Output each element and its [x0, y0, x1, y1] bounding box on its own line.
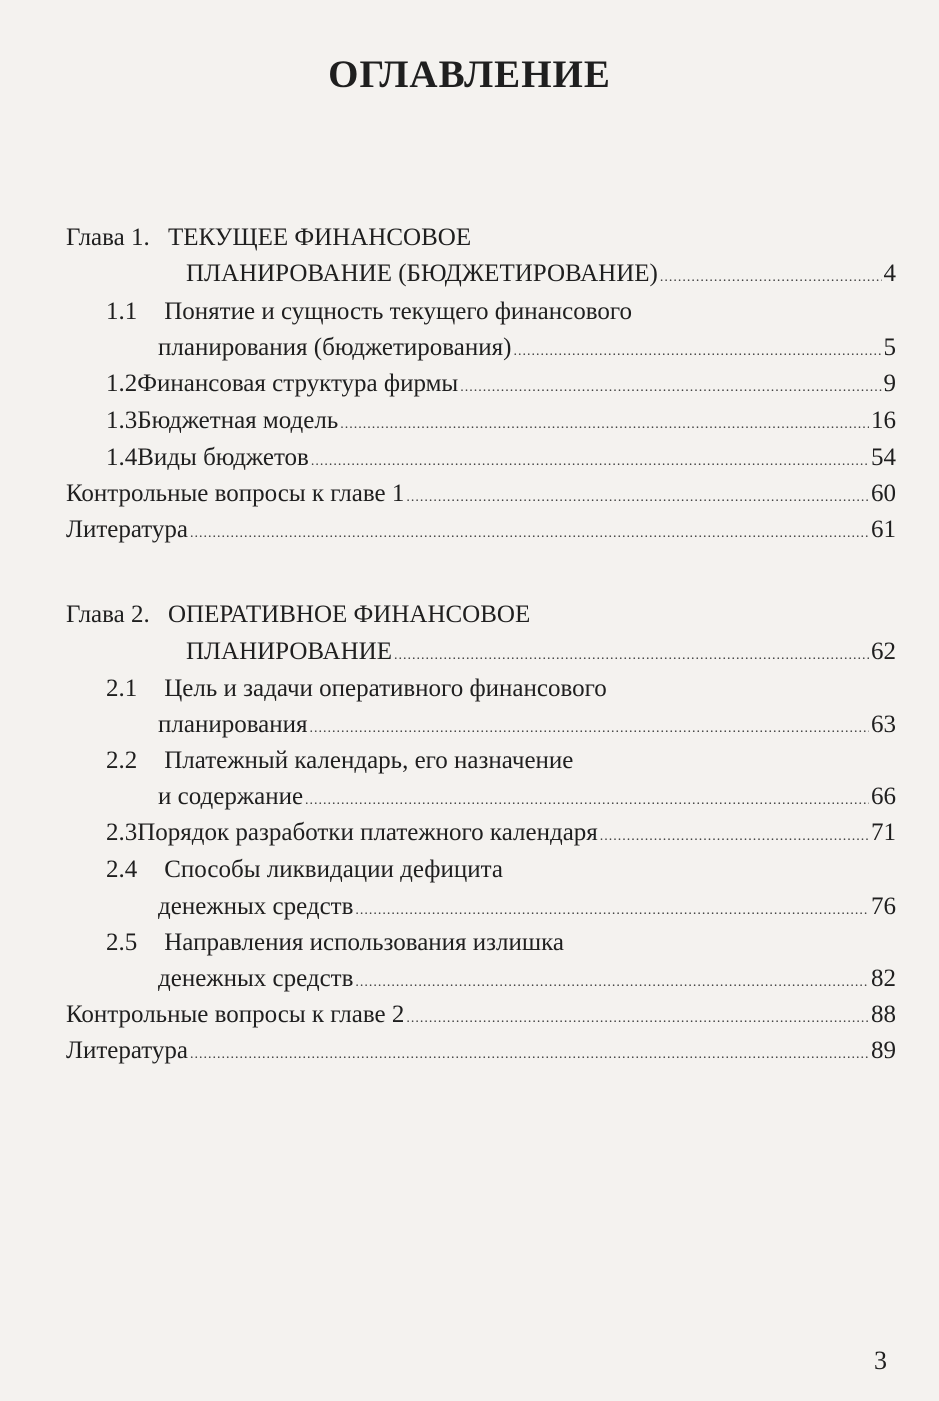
literature-page: 61 [871, 516, 896, 543]
section-number: 2.2 [106, 747, 138, 774]
chapter-2-label: Глава 2. [66, 601, 150, 628]
leader-dots [406, 1001, 869, 1037]
section-number: 2.1 [106, 675, 138, 702]
section-2-5-line1 [106, 925, 564, 961]
leader-dots [355, 893, 869, 929]
chapter-2-heading [66, 597, 530, 633]
section-number: 1.1 [106, 298, 138, 325]
leader-dots [394, 638, 869, 674]
leader-dots [340, 407, 869, 443]
section-2-4-line1 [106, 852, 503, 888]
chapter-1-page: 4 [883, 260, 896, 287]
chapter-2-literature-entry[interactable] [66, 1033, 896, 1069]
section-title-line2: денежных средств [158, 965, 354, 992]
chapter-1-heading [66, 220, 471, 256]
questions-title: Контрольные вопросы к главе 2 [66, 1001, 405, 1028]
leader-dots [305, 783, 869, 819]
section-2-5-entry[interactable] [158, 961, 896, 997]
section-title: Финансовая структура фирмы [137, 370, 459, 397]
literature-page: 89 [871, 1037, 896, 1064]
section-number: 2.4 [106, 856, 138, 883]
chapter-2-page: 62 [871, 638, 896, 665]
literature-title: Литература [66, 516, 188, 543]
page-title: ОГЛАВЛЕНИЕ [328, 53, 611, 96]
leader-dots [355, 965, 869, 1001]
section-1-1-entry[interactable] [158, 330, 896, 366]
section-2-1-entry[interactable] [158, 707, 896, 743]
section-page: 82 [871, 965, 896, 992]
leader-dots [190, 1037, 869, 1073]
chapter-1-title-line1: ТЕКУЩЕЕ ФИНАНСОВОЕ [167, 224, 472, 251]
section-2-3-entry[interactable] [106, 815, 896, 851]
section-title: Порядок разработки платежного календаря [137, 819, 598, 846]
chapter-1-literature-entry[interactable] [66, 512, 896, 548]
section-title: Виды бюджетов [137, 444, 309, 471]
section-2-2-entry[interactable] [158, 779, 896, 815]
section-number: 1.2 [106, 370, 138, 397]
section-1-2-entry[interactable] [106, 366, 896, 402]
literature-title: Литература [66, 1037, 188, 1064]
section-1-3-entry[interactable] [106, 403, 896, 439]
section-page: 5 [883, 334, 896, 361]
leader-dots [406, 480, 869, 516]
chapter-2-title-line2: ПЛАНИРОВАНИЕ [186, 638, 392, 665]
section-title-line2: денежных средств [158, 893, 354, 920]
section-title-line1: Способы ликвидации дефицита [164, 856, 503, 883]
section-page: 71 [871, 819, 896, 846]
section-title-line2: планирования (бюджетирования) [158, 334, 512, 361]
section-title-line1: Цель и задачи оперативного финансового [164, 675, 607, 702]
section-number: 2.3 [106, 819, 138, 846]
leader-dots [310, 711, 869, 747]
section-2-1-line1 [106, 671, 607, 707]
chapter-1-title-line2: ПЛАНИРОВАНИЕ (БЮДЖЕТИРОВАНИЕ) [186, 260, 658, 287]
section-title-line1: Направления использования излишка [164, 929, 565, 956]
page-number: 3 [874, 1346, 887, 1375]
questions-title: Контрольные вопросы к главе 1 [66, 480, 405, 507]
section-title-line2: планирования [158, 711, 308, 738]
leader-dots [460, 370, 881, 406]
questions-page: 88 [871, 1001, 896, 1028]
section-title-line1: Платежный календарь, его назначение [164, 747, 574, 774]
section-title: Бюджетная модель [137, 407, 339, 434]
section-page: 16 [871, 407, 896, 434]
section-2-4-entry[interactable] [158, 889, 896, 925]
chapter-1-entry[interactable] [186, 256, 896, 292]
chapter-2-entry[interactable] [186, 634, 896, 670]
leader-dots [600, 819, 869, 855]
section-number: 1.3 [106, 407, 138, 434]
section-title-line2: и содержание [158, 783, 304, 810]
chapter-1-questions-entry[interactable] [66, 476, 896, 512]
questions-page: 60 [871, 480, 896, 507]
leader-dots [311, 444, 869, 480]
section-title-line1: Понятие и сущность текущего финансового [164, 298, 632, 325]
leader-dots [513, 334, 881, 370]
chapter-2-title-line1: ОПЕРАТИВНОЕ ФИНАНСОВОЕ [167, 601, 531, 628]
section-1-1-line1 [106, 294, 632, 330]
section-page: 63 [871, 711, 896, 738]
section-2-2-line1 [106, 743, 573, 779]
chapter-2-questions-entry[interactable] [66, 997, 896, 1033]
section-page: 54 [871, 444, 896, 471]
section-number: 1.4 [106, 444, 138, 471]
chapter-1-label: Глава 1. [66, 224, 150, 251]
section-number: 2.5 [106, 929, 138, 956]
section-1-4-entry[interactable] [106, 440, 896, 476]
section-page: 66 [871, 783, 896, 810]
leader-dots [190, 516, 869, 552]
section-page: 76 [871, 893, 896, 920]
leader-dots [660, 260, 882, 296]
section-page: 9 [883, 370, 896, 397]
